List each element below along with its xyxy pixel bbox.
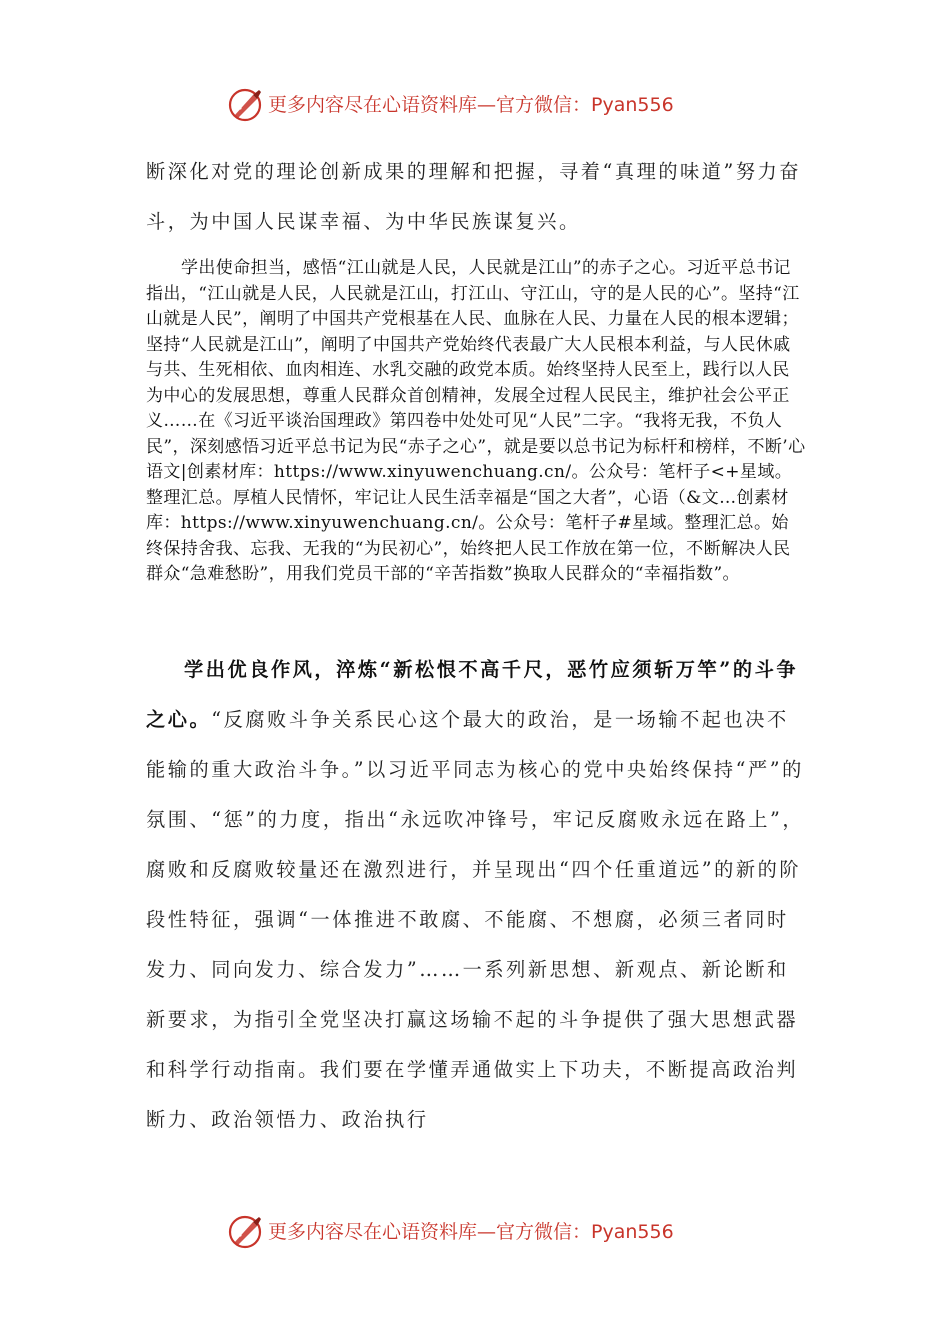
- paragraph-anticorruption-section: [146, 645, 806, 1145]
- header-banner-text: 更多内容尽在心语资料库—官方微信：: [268, 94, 592, 116]
- footer-banner-text: 更多内容尽在心语资料库—官方微信：: [268, 1221, 592, 1243]
- header-banner: [0, 84, 950, 124]
- paragraph-people-section: [146, 256, 806, 588]
- pen-nib-logo-icon: [226, 1213, 264, 1251]
- paragraph-bold-heading: 学出优良作风，淬炼“新松恨不高千尺，恶竹应须斩万竿”的斗争之心。: [146, 658, 799, 731]
- paragraph-people-text: 学出使命担当，感悟“江山就是人民，人民就是江山”的赤子之心。习近平总书记指出，“江山就是人民，人民就是江山，打江山、守江山，守的是人民的心”。坚持“江山就是人民”，阐明了中国共产党根基在人民、血脉在人民、力量在人民的根本逻辑；坚持“人民就是江山”，阐明了中国共产党始终代表最广大人民根本利益，与人民休戚与共、生死相依、血肉相连、水乳交融的政党本质。始终坚持人民至上，践行以人民为中心的发展思想，尊重人民群众首创精神，发展全过程人民民主，维护社会公平正义……在《习近平谈治国理政》第四卷中处处可见“人民”二字。“我将无我，不负人民”，深刻感悟习近平总书记为民“赤子之心”，就是要以总书记为标杆和榜样，不断’心语文|创素材库：https://www.xinyuwenchuang.cn/。公众号：笔杆子<+星域。整理汇总。厚植人民情怀，牢记让人民生活幸福是“国之大者”，心语（&文…创素材库：https://www.xinyuwenchuang.cn/。公众号：笔杆子#星域。整理汇总。始终保持舍我、忘我、无我的“为民初心”，始终把人民工作放在第一位，不断解决人民群众“急难愁盼”，用我们党员干部的“辛苦指数”换取人民群众的“幸福指数”。: [146, 258, 806, 584]
- paragraph-continuation: 断深化对党的理论创新成果的理解和把握，寻着“真理的味道”努力奋斗，为中国人民谋幸福、为中华民族谋复兴。: [146, 160, 802, 233]
- header-wechat-id: Pyan556: [591, 94, 674, 116]
- pen-nib-logo-icon: [226, 86, 264, 124]
- paragraph-anticorruption-text: “反腐败斗争关系民心这个最大的政治，是一场输不起也决不能输的重大政治斗争。”以习近平同志为核心的党中央始终保持“严”的氛围、“惩”的力度，指出“永远吹冲锋号，牢记反腐败永远在路上”，腐败和反腐败较量还在激烈进行，并呈现出“四个任重道远”的新的阶段性特征，强调“一体推进不敢腐、不能腐、不想腐，必须三者同时发力、同向发力、综合发力”……一系列新思想、新观点、新论断和新要求，为指引全党坚决打赢这场输不起的斗争提供了强大思想武器和科学行动指南。我们要在学懂弄通做实上下功夫，不断提高政治判断力、政治领悟力、政治执行: [146, 708, 805, 1131]
- footer-wechat-id: Pyan556: [591, 1221, 674, 1243]
- footer-banner: [0, 1211, 950, 1251]
